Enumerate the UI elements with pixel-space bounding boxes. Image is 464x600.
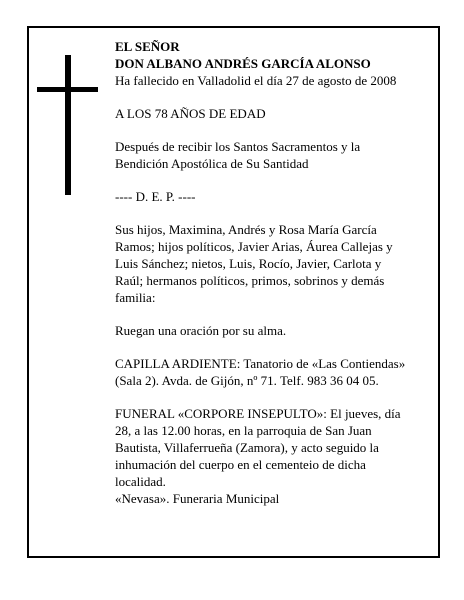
sacraments-line: Bendición Apostólica de Su Santidad xyxy=(115,156,309,171)
funeral-line: FUNERAL «CORPORE INSEPULTO»: El jueves, día xyxy=(115,406,401,421)
cross-icon xyxy=(65,55,71,195)
cross-icon-crossbar xyxy=(37,87,98,92)
age-line xyxy=(115,105,427,122)
sacraments-line: Después de recibir los Santos Sacramentos y la xyxy=(115,139,361,154)
funeral-home: «Nevasa». Funeraria Municipal xyxy=(115,491,280,506)
family-line: Raúl; hermanos políticos, primos, sobrinos y demás xyxy=(115,273,385,288)
chapel-line: CAPILLA ARDIENTE: Tanatorio de «Las Contiendas» xyxy=(115,356,406,371)
age-text: A LOS 78 AÑOS DE EDAD xyxy=(115,106,266,121)
family-line: Ramos; hijos políticos, Javier Arias, Áurea Callejas y xyxy=(115,239,393,254)
chapel-line: (Sala 2). Avda. de Gijón, nº 71. Telf. 983 36 04 05. xyxy=(115,373,379,388)
death-notice: Ha fallecido en Valladolid el día 27 de agosto de 2008 xyxy=(115,73,397,88)
honorific: EL SEÑOR xyxy=(115,39,180,54)
family-line: Sus hijos, Maximina, Andrés y Rosa María García xyxy=(115,222,377,237)
prayer-paragraph xyxy=(115,322,427,339)
funeral-paragraph xyxy=(115,405,427,507)
family-line: familia: xyxy=(115,290,156,305)
header-block xyxy=(115,38,427,89)
family-paragraph xyxy=(115,221,427,306)
prayer-text: Ruegan una oración por su alma. xyxy=(115,323,287,338)
family-line: Luis Sánchez; nietos, Luis, Rocío, Javier, Carlota y xyxy=(115,256,382,271)
funeral-line: inhumación del cuerpo en el cementeio de dicha xyxy=(115,457,366,472)
sacraments-paragraph xyxy=(115,138,427,172)
deceased-name: DON ALBANO ANDRÉS GARCÍA ALONSO xyxy=(115,56,371,71)
funeral-line: Bautista, Villaferrueña (Zamora), y acto seguido la xyxy=(115,440,379,455)
funeral-line: 28, a las 12.00 horas, en la parroquia de San Juan xyxy=(115,423,372,438)
obituary-text xyxy=(115,38,427,507)
funeral-line: localidad. xyxy=(115,474,166,489)
dep-text: ---- D. E. P. ---- xyxy=(115,189,196,204)
dep-line xyxy=(115,188,427,205)
chapel-paragraph xyxy=(115,355,427,389)
